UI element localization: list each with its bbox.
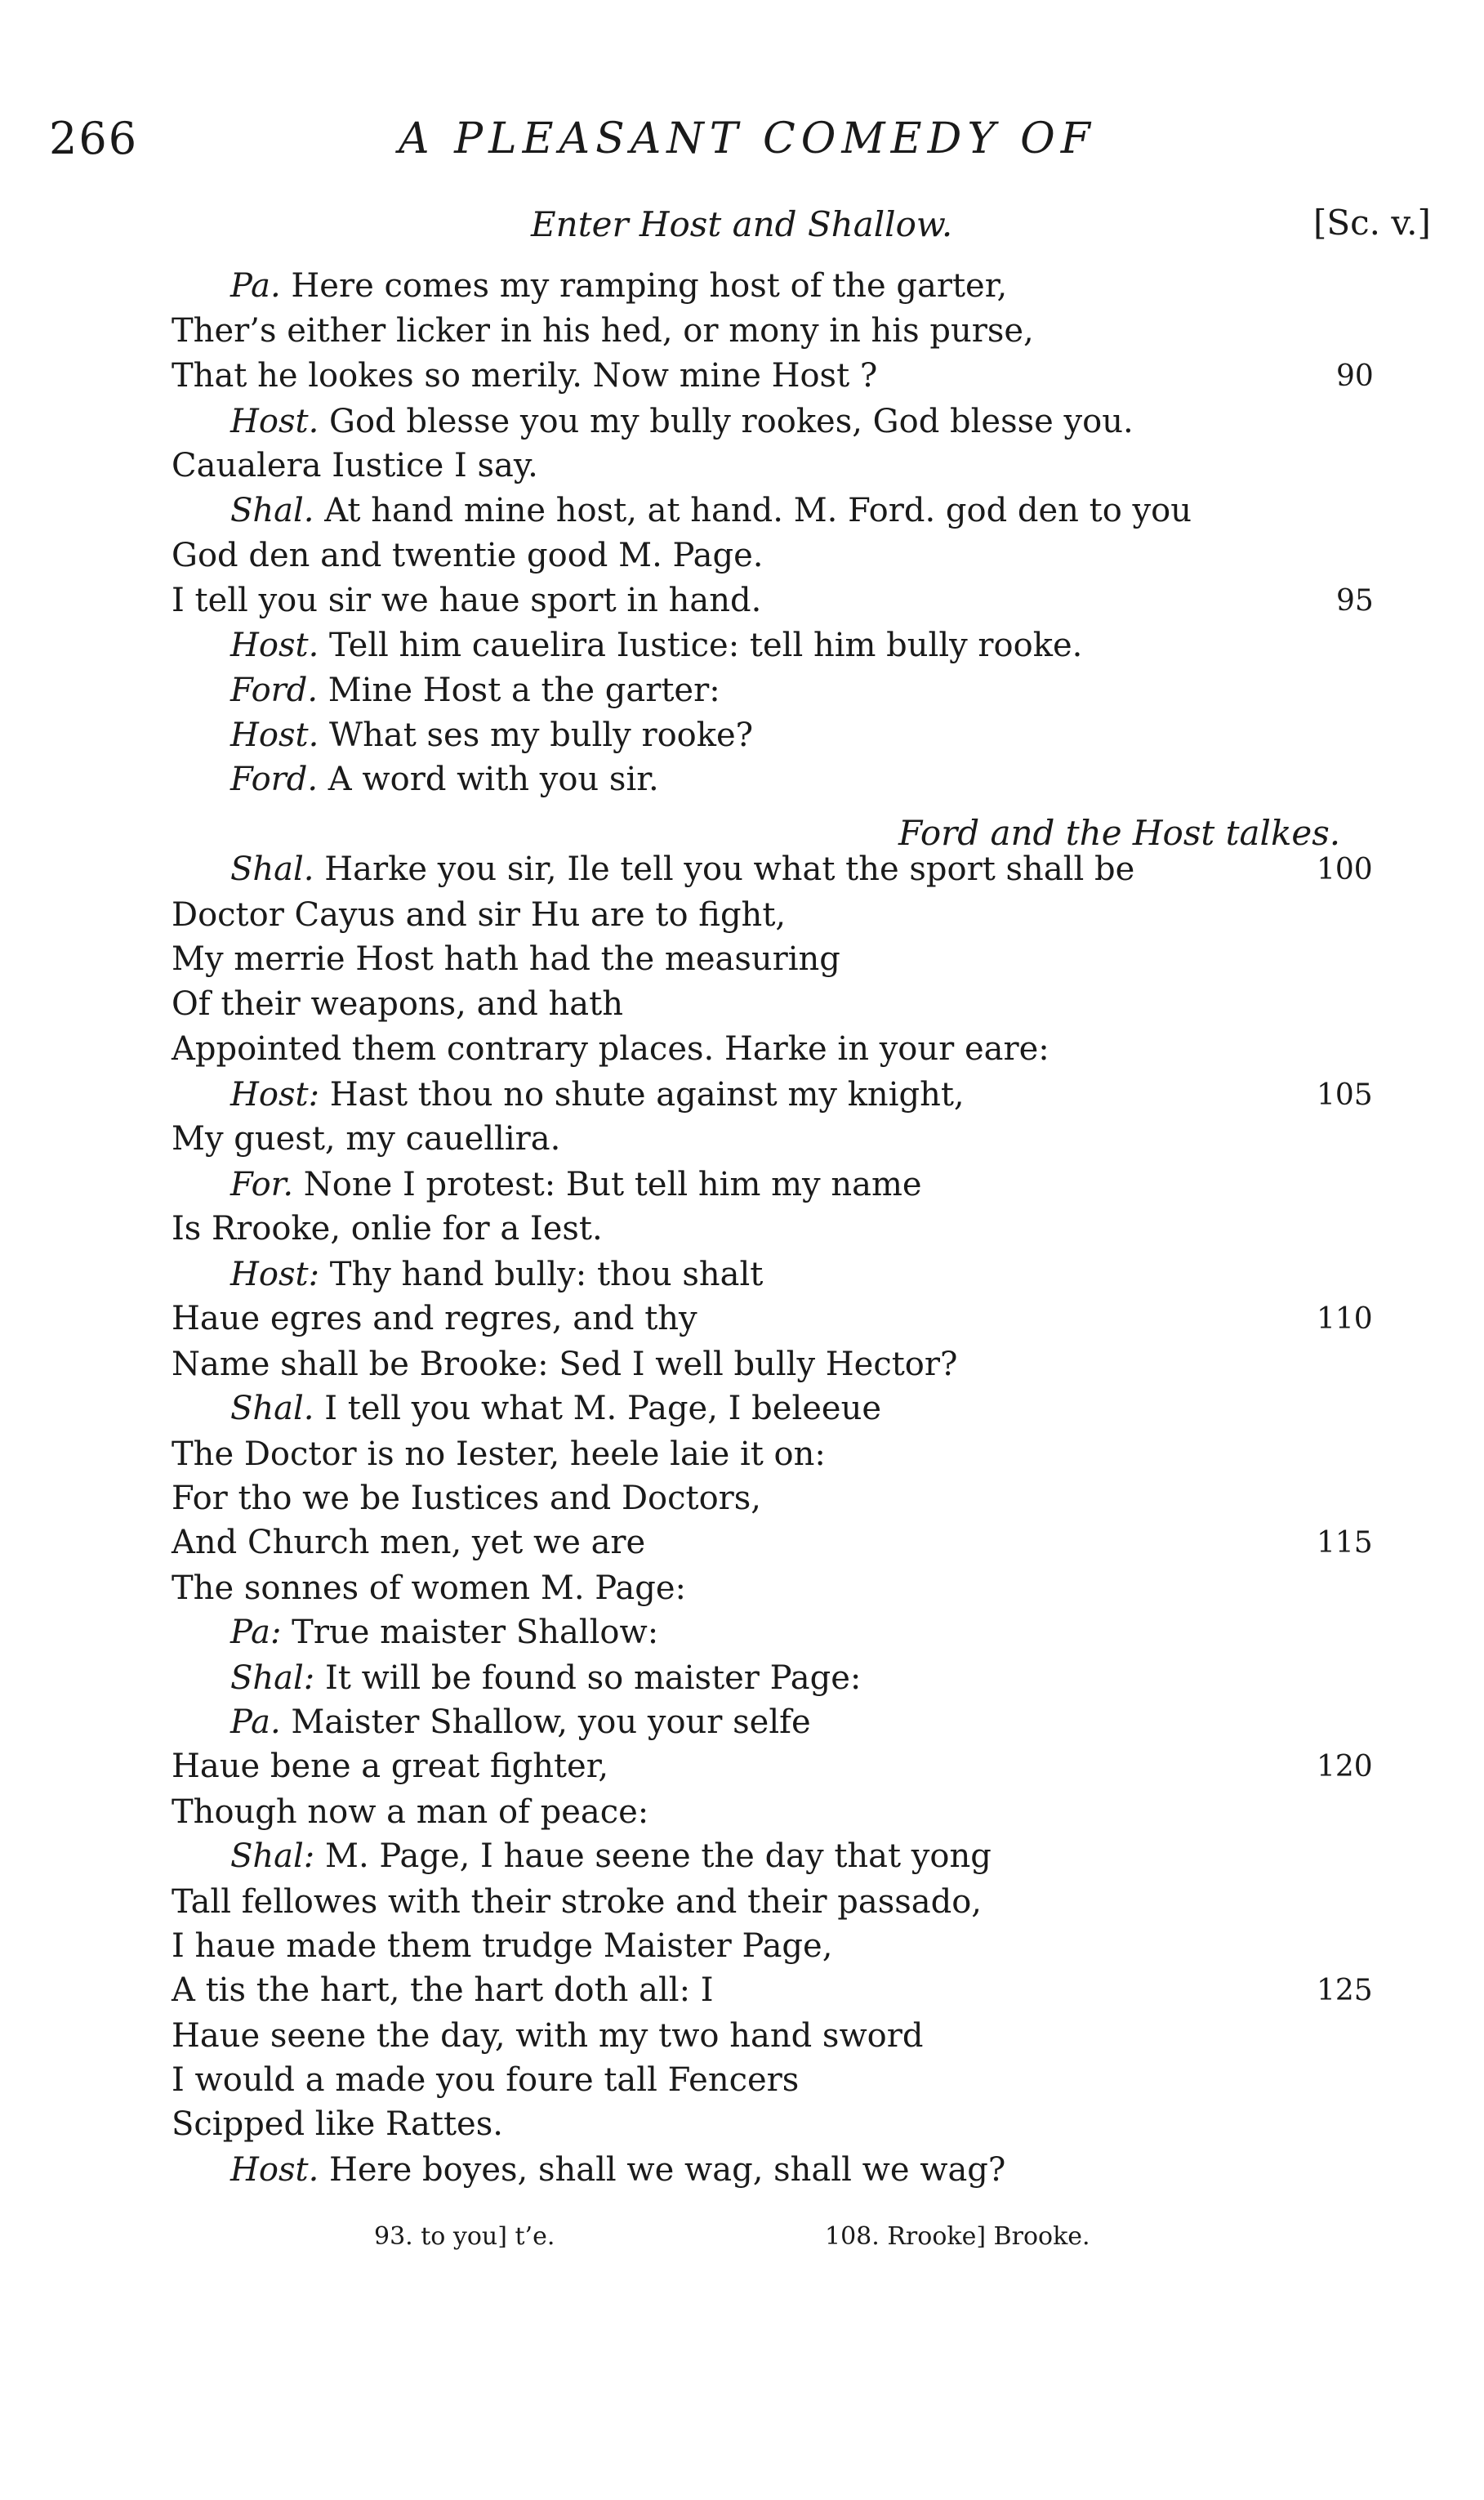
- verse-line: [172, 2105, 503, 2143]
- speaker-prefix: Ford.: [230, 672, 319, 709]
- line-text: I haue made them trudge Maister Page,: [172, 1927, 833, 1965]
- verse-line: [172, 940, 840, 978]
- line-text: The Doctor is no Iester, heele laie it on:: [172, 1435, 826, 1473]
- verse-line: [230, 1258, 763, 1291]
- line-text: Haue bene a great fighter,: [172, 1748, 609, 1785]
- speaker-prefix: Host.: [230, 2151, 319, 2189]
- line-text: Ther’s either licker in his hed, or mony in his purse,: [172, 312, 1034, 350]
- line-text: And Church men, yet we are: [172, 1524, 646, 1561]
- line-text: For tho we be Iustices and Doctors,: [172, 1480, 762, 1517]
- line-text: Though now a man of peace:: [172, 1793, 649, 1831]
- verse-line: [172, 2061, 800, 2099]
- speaker-prefix: Host.: [230, 403, 319, 440]
- speaker-prefix: Host:: [230, 1256, 320, 1293]
- verse-line: [172, 896, 787, 934]
- speaker-prefix: Shal.: [230, 492, 314, 529]
- verse-line: [172, 1210, 603, 1248]
- verse-line: [230, 1168, 922, 1201]
- line-text: At hand mine host, at hand. M. Ford. god den to you: [314, 492, 1192, 529]
- line-text: Here boyes, shall we wag, shall we wag?: [319, 2151, 1006, 2189]
- verse-line: [230, 1076, 965, 1114]
- line-text: That he lookes so merily. Now mine Host ?: [172, 357, 878, 395]
- speaker-prefix: Ford.: [230, 761, 319, 798]
- verse-line: [172, 584, 761, 617]
- line-number: 125: [1317, 1974, 1373, 2007]
- verse-line: [172, 449, 538, 482]
- line-number: 105: [1317, 1078, 1373, 1112]
- page-number: 266: [49, 113, 139, 164]
- line-text: Thy hand bully: thou shalt: [319, 1256, 764, 1293]
- verse-line: [172, 1120, 561, 1158]
- verse-line: [172, 985, 623, 1023]
- line-text: Name shall be Brooke: Sed I well bully Hector?: [172, 1346, 958, 1383]
- speaker-prefix: Host.: [230, 717, 319, 754]
- speaker-prefix: Host:: [230, 1076, 320, 1114]
- verse-line: [172, 1927, 833, 1965]
- verse-line: [172, 312, 1034, 350]
- footnote-93: 93. to you] t’e.: [374, 2222, 555, 2251]
- line-text: I tell you what M. Page, I beleeue: [314, 1390, 882, 1427]
- verse-line: [230, 763, 659, 796]
- line-number: 90: [1336, 359, 1374, 393]
- verse-line: [172, 1793, 649, 1831]
- line-text: Scipped like Rattes.: [172, 2105, 503, 2143]
- line-text: Haue egres and regres, and thy: [172, 1300, 697, 1337]
- line-text: I would a made you foure tall Fencers: [172, 2061, 800, 2099]
- verse-line: [230, 494, 1192, 527]
- stage-direction-mid: Ford and the Host talkes.: [898, 813, 1341, 853]
- verse-line: [172, 1971, 714, 2009]
- verse-line: [230, 405, 1134, 438]
- verse-line: [172, 2017, 924, 2055]
- verse-line: [172, 1435, 826, 1473]
- line-text: Haue seene the day, with my two hand sword: [172, 2017, 924, 2055]
- running-title: A PLEASANT COMEDY OF: [399, 114, 1096, 163]
- line-text: It will be found so maister Page:: [314, 1659, 862, 1697]
- speaker-prefix: Host.: [230, 627, 319, 664]
- verse-line: [230, 1703, 811, 1741]
- line-text: Of their weapons, and hath: [172, 985, 623, 1023]
- line-text: A tis the hart, the hart doth all: I: [172, 1971, 714, 2009]
- line-text: Doctor Cayus and sir Hu are to fight,: [172, 896, 787, 934]
- line-text: I tell you sir we haue sport in hand.: [172, 582, 762, 619]
- verse-line: [172, 1348, 957, 1381]
- verse-line: [230, 719, 753, 752]
- line-text: Harke you sir, Ile tell you what the sport shall be: [314, 850, 1135, 888]
- verse-line: [172, 1569, 686, 1607]
- line-text: Caualera Iustice I say.: [172, 447, 538, 484]
- speaker-prefix: Pa:: [230, 1614, 282, 1651]
- speaker-prefix: Shal.: [230, 1390, 314, 1427]
- line-text: Appointed them contrary places. Harke in your eare:: [172, 1030, 1049, 1068]
- line-number: 95: [1336, 584, 1374, 618]
- line-text: My guest, my cauellira.: [172, 1120, 561, 1158]
- line-text: Hast thou no shute against my knight,: [319, 1076, 965, 1114]
- verse-line: [230, 1837, 992, 1875]
- line-text: My merrie Host hath had the measuring: [172, 940, 840, 978]
- speaker-prefix: Pa.: [230, 267, 281, 305]
- line-number: 110: [1317, 1302, 1373, 1336]
- line-text: The sonnes of women M. Page:: [172, 1569, 686, 1607]
- verse-line: [172, 539, 763, 572]
- verse-line: [172, 1750, 608, 1783]
- verse-line: [230, 629, 1082, 662]
- line-text: None I protest: But tell him my name: [293, 1166, 922, 1203]
- line-text: M. Page, I haue seene the day that yong: [314, 1837, 992, 1875]
- line-text: Is Rrooke, onlie for a Iest.: [172, 1210, 603, 1248]
- line-text: God den and twentie good M. Page.: [172, 537, 764, 574]
- verse-line: [230, 1659, 862, 1697]
- speaker-prefix: Pa.: [230, 1703, 281, 1741]
- verse-line: [230, 267, 1008, 305]
- line-text: Tell him cauelira Iustice: tell him bully rooke.: [319, 627, 1083, 664]
- line-number: 120: [1317, 1750, 1373, 1783]
- verse-line: [230, 674, 720, 707]
- line-text: Maister Shallow, you your selfe: [280, 1703, 811, 1741]
- line-number: 115: [1317, 1526, 1373, 1560]
- line-text: Here comes my ramping host of the garter,: [280, 267, 1008, 305]
- line-text: God blesse you my bully rookes, God blesse you.: [319, 403, 1134, 440]
- line-text: Tall fellowes with their stroke and their passado,: [172, 1883, 982, 1921]
- speaker-prefix: Shal.: [230, 850, 314, 888]
- verse-line: [230, 850, 1135, 888]
- verse-line: [230, 1616, 658, 1649]
- verse-line: [172, 1302, 697, 1335]
- scene-reference: [Sc. v.]: [1313, 203, 1431, 243]
- verse-line: [172, 357, 878, 395]
- line-text: Mine Host a the garter:: [318, 672, 720, 709]
- verse-line: [230, 2151, 1006, 2189]
- speaker-prefix: Shal:: [230, 1837, 315, 1875]
- verse-line: [230, 1392, 881, 1425]
- stage-direction-entry: Enter Host and Shallow.: [531, 204, 953, 244]
- footnote-108: 108. Rrooke] Brooke.: [825, 2222, 1090, 2251]
- line-text: A word with you sir.: [318, 761, 659, 798]
- line-text: What ses my bully rooke?: [319, 717, 754, 754]
- verse-line: [172, 1883, 982, 1921]
- speaker-prefix: Shal:: [230, 1659, 315, 1697]
- verse-line: [172, 1030, 1049, 1068]
- line-number: 100: [1317, 853, 1373, 886]
- verse-line: [172, 1526, 645, 1559]
- verse-line: [172, 1482, 761, 1515]
- line-text: True maister Shallow:: [281, 1614, 659, 1651]
- speaker-prefix: For.: [230, 1166, 294, 1203]
